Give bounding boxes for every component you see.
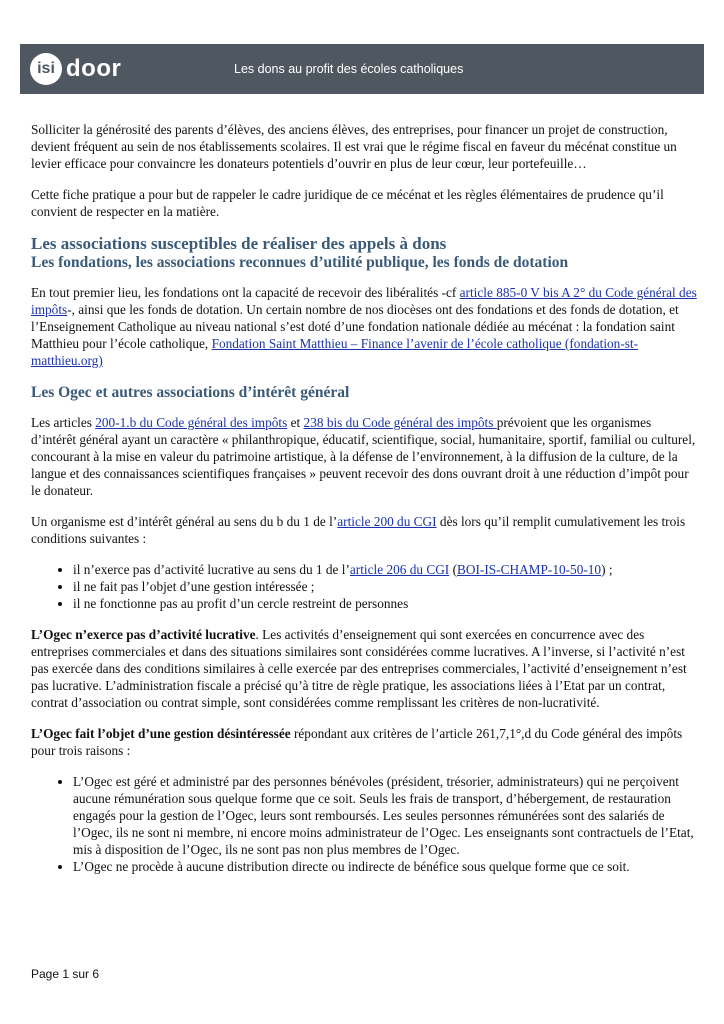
link-article-200-cgi[interactable]: article 200 du CGI <box>337 514 437 529</box>
link-fondation-saint-matthieu[interactable]: Fondation Saint Matthieu – Finance l’avenir de l’école catholique (fondation-st-matthieu.org) <box>31 336 639 368</box>
list-item: • il ne fonctionne pas au profit d’un cercle restreint de personnes <box>73 595 697 612</box>
text-span: -, ainsi que les fonds de dotation. Un certain nombre de nos diocèses ont des fondations et des fonds de dotation, et l’Enseignement Catholique au niveau national s’est doté d’une fondation nationale dédiée au mécénat : la fondation saint Matthieu pour l’école catholique, <box>31 302 679 351</box>
header-bar <box>20 44 704 94</box>
text-span: . Les activités d’enseignement qui sont exercées en concurrence avec des entreprises commerciales et dans des situations similaires sont considérées comme lucratives. A l’inverse, si l’activité n’est pas exercée dans des conditions similaires à celle exercée par des entreprises commerciales, l’activité d’enseignement n’est pas lucrative. L’administration fiscale a précisé qu’à titre de règle pratique, les associations liées à l’Etat par un contrat, contrat d’association ou contrat simple, sont considérées comme remplissant les critères de non-lucrativité. <box>31 627 687 710</box>
fondations-paragraph <box>31 284 697 369</box>
text-span: Les articles <box>31 415 96 430</box>
logo <box>30 53 121 85</box>
intro-paragraph-1: Solliciter la générosité des parents d’élèves, des anciens élèves, des entreprises, pour financer un projet de construction, devient fréquent au sein de nos établissements scolaires. Il est vrai que le régime fiscal en faveur du mécénat constitue un levier efficace pour convaincre les donateurs potentiels d’ouvrir en plus de leur cœur, leur portefeuille… <box>31 122 677 171</box>
text-span: répondant aux critères de l’article 261,7,1°,d du Code général des impôts pour trois raisons : <box>31 726 683 758</box>
text-span: ( <box>449 562 458 577</box>
text-span: Un organisme est d’intérêt général au sens du b du 1 de l’ <box>31 514 338 529</box>
intro-paragraph-2: Cette fiche pratique a pour but de rappeler le cadre juridique de ce mécénat et les règles élémentaires de prudence qu’il convient de respecter en la matière. <box>31 187 664 219</box>
interet-general-paragraph <box>31 414 697 499</box>
link-article-200-1b[interactable]: 200-1.b du Code général des impôts <box>95 415 288 430</box>
gestion-paragraph <box>31 725 697 759</box>
text-span: il n’exerce pas d’activité lucrative au sens du 1 de l’ <box>73 562 350 577</box>
non-lucrative-paragraph <box>31 626 697 711</box>
section-title-associations: Les associations susceptibles de réaliser des appels à dons <box>31 234 447 253</box>
conditions-list <box>31 561 697 612</box>
list-item: • il ne fait pas l’objet d’une gestion intéressée ; <box>73 578 697 595</box>
link-boi-is-champ[interactable]: BOI-IS-CHAMP-10-50-10 <box>457 562 602 577</box>
link-article-206-cgi[interactable]: article 206 du CGI <box>349 562 450 577</box>
link-article-238-bis[interactable]: 238 bis du Code général des impôts <box>303 415 497 430</box>
text-span: et <box>287 415 304 430</box>
list-item: • L’Ogec est géré et administré par des personnes bénévoles (président, trésorier, administrateurs) qui ne perçoivent aucune rémunération sous quelque forme que ce soit. Seuls les frais de transport, d’hébergement, de restauration engagés pour la gestion de l’Ogec, leurs sont remboursés. Les seules personnes rémunérées sont des salariés de l’Ogec, ils ne sont ni membre, ni encore moins administrateur de l’Ogec. Les enseignants sont contractuels de l’Etat, mis à disposition de l’Ogec, ils ne sont pas non plus membres de l’Ogec. <box>73 773 697 858</box>
list-item: • L’Ogec ne procède à aucune distribution directe ou indirecte de bénéfice sous quelque forme que ce soit. <box>73 858 697 875</box>
subsection-title-fondations: Les fondations, les associations reconnues d’utilité publique, les fonds de dotation <box>31 254 569 271</box>
page-number: Page 1 sur 6 <box>31 967 100 981</box>
text-span: ) ; <box>601 562 613 577</box>
conditions-paragraph <box>31 513 697 547</box>
gestion-list <box>31 773 697 875</box>
bold-lead: L’Ogec n’exerce pas d’activité lucrative <box>31 627 256 642</box>
text-span: prévoient que les organismes d’intérêt général ayant un caractère « philanthropique, éducatif, scientifique, social, humanitaire, sportif, familial ou culturel, concourant à la mise en valeur du patrimoine artistique, à la défense de l’environnement, à la diffusion de la culture, de la langue et des connaissances scientifiques françaises » peuvent recevoir des dons ouvrant droit à une réduction d’impôt pour le donateur. <box>31 415 696 498</box>
text-span: En tout premier lieu, les fondations ont la capacité de recevoir des libéralités -cf <box>31 285 460 300</box>
logo-mark: isi <box>30 53 62 85</box>
bold-lead: L’Ogec fait l’objet d’une gestion désintéressée <box>31 726 291 741</box>
list-item <box>73 561 697 578</box>
link-article-885[interactable]: article 885-0 V bis A 2° du Code général des impôts <box>31 285 697 317</box>
logo-text: door <box>66 55 122 82</box>
document-body <box>31 121 697 889</box>
subsection-title-ogec: Les Ogec et autres associations d’intérêt général <box>31 384 350 401</box>
text-span: dès lors qu’il remplit cumulativement les trois conditions suivantes : <box>31 514 686 546</box>
document-title: Les dons au profit des écoles catholiques <box>234 62 464 76</box>
